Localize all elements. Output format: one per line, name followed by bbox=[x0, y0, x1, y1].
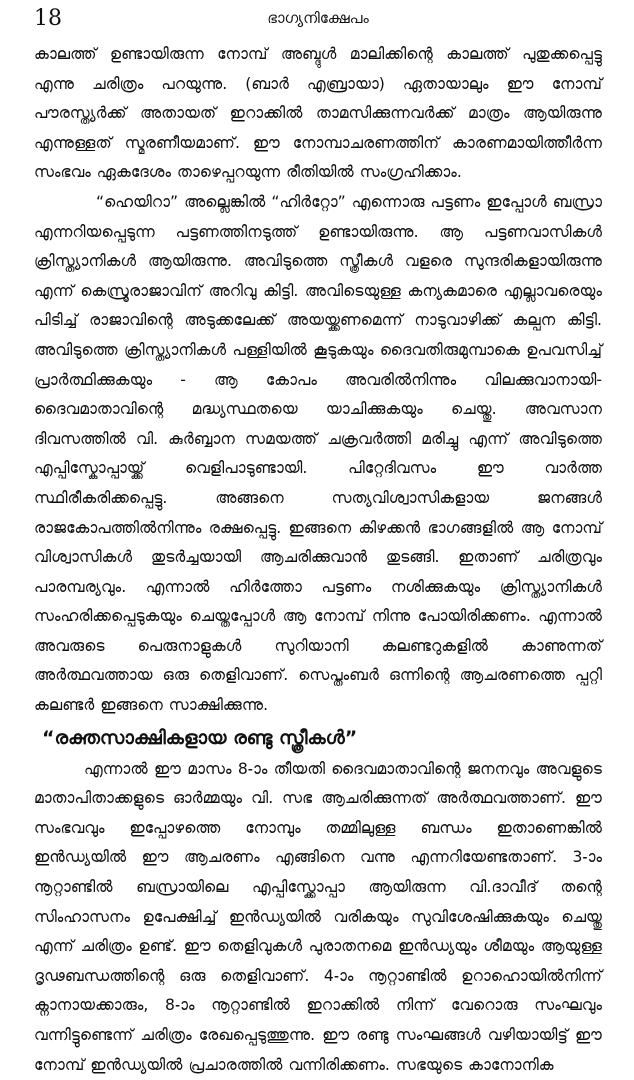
paragraph-3: എന്നാൽ ഈ മാസം 8-ാം തീയതി ദൈവമാതാവിന്റെ ജനനവും അവളുടെ മാതാപിതാക്കളുടെ ഓർമ്മയും വി. സഭ ആചരിക്കുന്നത് അർത്ഥവത്താണ്. ഈ സംഭവവും ഇപ്പോഴത്തെ നോമ്പും തമ്മിലുള്ള ബന്ധം ഇതാണെങ്കിൽ ഇൻഡ്യയിൽ ഈ ആചരണം എങ്ങിനെ വന്നു എന്നറിയേണ്ടതാണ്. 3-ാം നൂറ്റാണ്ടിൽ ബസ്രായിലെ എപ്പിസ്ക്കോപ്പാ ആയിരുന്ന വി.ദാവീദ് തന്റെ സിംഹാസനം ഉപേക്ഷിച്ച് ഇൻഡ്യയിൽ വരികയും സുവിശേഷിക്കുകയും ചെയ്തു എന്ന് ചരിത്രം ഉണ്ട്. ഈ തെളിവുകൾ പുരാതനമെ ഇൻഡ്യയും ശീമയും ആയുള്ള ദൃഢബന്ധത്തിന്റെ ഒരു തെളിവാണ്. 4-ാം നൂറ്റാണ്ടിൽ ഉറാഹൊയിൽനിന്ന് ക്നാനായക്കാരും, 8-ാം നൂറ്റാണ്ടിൽ ഇറാക്കിൽ നിന്ന് വേറൊരു സംഘവും വന്നിട്ടുണ്ടെന്ന് ചരിത്രം രേഖപ്പെടുത്തുന്നു. ഈ രണ്ടു സംഘങ്ങൾ വഴിയായിട്ട് ഈ നോമ്പ് ഇൻഡ്യയിൽ പ്രചാരത്തിൽ വന്നിരിക്കണം. സഭയുടെ കാനോനിക bbox=[34, 759, 602, 1074]
running-title: ഭാഗ്യനിക്ഷേപം bbox=[267, 9, 369, 27]
paragraph-1: കാലത്ത് ഉണ്ടായിരുന്ന നോമ്പ് അബ്ദുൾ മാലിക്കിന്റെ കാലത്ത് പുതുക്കപ്പെട്ടു എന്നു ചരിത്രം പറയുന്നു. (ബാർ എബ്രായാ) ഏതായാലും ഈ നോമ്പ് പൗരസ്ത്യർക്ക് അതായത് ഇറാക്കിൽ താമസിക്കുന്നവർക്ക് മാത്രം ആയിരുന്നു എന്നുള്ളത് സ്മരണീയമാണ്. ഈ നോമ്പാചരണത്തിന് കാരണമായിത്തീർന്ന സംഭവം ഏകദേശം താഴെപ്പറയുന്ന രീതിയിൽ സംഗ്രഹിക്കാം. bbox=[34, 45, 602, 182]
section-heading: “രക്തസാക്ഷികളായ രണ്ടു സ്ത്രീകൾ” bbox=[42, 726, 358, 749]
page-header bbox=[34, 0, 602, 40]
paragraph-2: “ഹെയിറാ” അല്ലെങ്കിൽ “ഹിർറ്റോ” എന്നൊരു പട്ടണം ഇപ്പോൾ ബസ്രാ എന്നറിയപ്പെടുന്ന പട്ടണത്തിനടുത്ത് ഉണ്ടായിരുന്നു. ആ പട്ടണവാസികൾ ക്രിസ്ത്യാനികൾ ആയിരുന്നു. അവിടുത്തെ സ്ത്രീകൾ വളരെ സുന്ദരികളായിരുന്നു എന്ന് കെസ്രൂരാജാവിന് അറിവു കിട്ടി. അവിടെയുള്ള കന്യകമാരെ എല്ലാവരെയും പിടിച്ച് രാജാവിന്റെ അടുക്കലേക്ക് അയയ്ക്കണമെന്ന് നാടുവാഴിക്ക് കല്പന കിട്ടി. അവിടുത്തെ ക്രിസ്ത്യാനികൾ പള്ളിയിൽ കൂടുകയും ദൈവതിരുമുമ്പാകെ ഉപവസിച്ച് പ്രാർത്ഥിക്കുകയും - ആ കോപം അവരിൽനിന്നും വിലക്കുവാനായി-ദൈവമാതാവിന്റെ മദ്ധ്യസ്ഥതയെ യാചിക്കുകയും ചെയ്തു. അവസാന ദിവസത്തിൽ വി. കുർബ്ബാന സമയത്ത് ചക്രവർത്തി മരിച്ചു എന്ന് അവിടുത്തെ എപ്പിസ്കോപ്പായ്ക്ക് വെളിപാടുണ്ടായി. പിറ്റേദിവസം ഈ വാർത്ത സ്ഥിരീകരിക്കപ്പെട്ടു. അങ്ങനെ സത്യവിശ്വാസികളായ ജനങ്ങൾ രാജകോപത്തിൽനിന്നും രക്ഷപ്പെട്ടു. ഇങ്ങനെ കിഴക്കൻ ഭാഗങ്ങളിൽ ആ നോമ്പ് വിശ്വാസികൾ തുടർച്ചയായി ആചരിക്കുവാൻ തുടങ്ങി. ഇതാണ് ചരിത്രവും പാരമ്പര്യവും. എന്നാൽ ഹിർത്തോ പട്ടണം നശിക്കുകയും ക്രിസ്ത്യാനികൾ സംഹരിക്കപ്പെടുകയും ചെയ്തപ്പോൾ ആ നോമ്പ് നിന്നു പോയിരിക്കണം. എന്നാൽ അവരുടെ പെരുനാളുകൾ സുറിയാനി കലണ്ടറുകളിൽ കാണുന്നത് അർത്ഥവത്തായ ഒരു തെളിവാണ്. സെപ്തംബർ ഒന്നിന്റെ ആചരണത്തെ പ്പറ്റി കലണ്ടർ ഇങ്ങനെ സാക്ഷിക്കുന്നു. bbox=[34, 192, 602, 715]
page-number: 18 bbox=[34, 6, 62, 31]
